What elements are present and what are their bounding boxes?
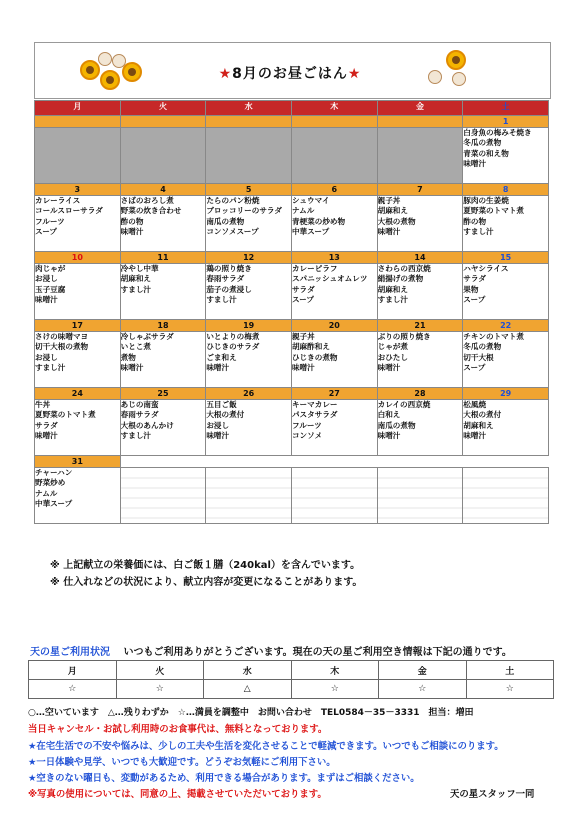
day-menu-cell: [206, 264, 292, 320]
menu-item: キーマカレー: [291, 400, 338, 409]
availability-status: ☆: [379, 680, 467, 699]
day-menu-cell: [377, 196, 463, 252]
day-menu-cell: [291, 128, 377, 184]
day-menu-cell: [291, 332, 377, 388]
day-number: 5: [206, 184, 292, 196]
title-text: 8月のお昼ごはん: [232, 66, 348, 82]
day-number: [291, 116, 377, 128]
day-menu-cell: [120, 400, 206, 456]
menu-item: 味噌汁: [206, 363, 230, 373]
menu-item: 味噌汁: [377, 431, 401, 441]
menu-item: 五目ご飯: [206, 400, 237, 409]
day-menu-cell: [206, 332, 292, 388]
date-row: [35, 388, 549, 400]
day-menu-cell: [35, 400, 121, 456]
menu-item: サラダ: [463, 274, 486, 284]
day-number: 13: [291, 252, 377, 264]
star-icon: ★: [347, 66, 362, 82]
day-menu-cell: [35, 196, 121, 252]
menu-item: フルーツ: [291, 420, 322, 430]
menu-item: 胡麻和え: [120, 274, 152, 284]
menu-item: ぶりの照り焼き: [377, 332, 431, 341]
menu-item: ナムル: [291, 206, 315, 216]
day-menu-cell: [206, 196, 292, 252]
availability-day: 火: [116, 661, 204, 680]
day-number: 11: [120, 252, 206, 264]
menu-item: スープ: [35, 227, 58, 237]
menu-item: 青菜の和え物: [463, 148, 509, 158]
menu-item: 野菜炒め: [35, 478, 66, 488]
day-menu-cell: [291, 264, 377, 320]
menu-item: 味噌汁: [206, 431, 230, 441]
menu-item: フルーツ: [35, 216, 65, 226]
menu-item: いとよりの梅煮: [206, 332, 260, 341]
day-menu-cell: [377, 264, 463, 320]
day-number: 3: [35, 184, 121, 196]
menu-item: 酢の物: [120, 216, 144, 226]
menu-item: 味噌汁: [463, 431, 487, 441]
menu-row: [35, 400, 549, 456]
menu-item: さわらの西京焼: [377, 264, 431, 273]
menu-item: 肉じゃが: [35, 264, 66, 273]
menu-item: じゃが煮: [377, 342, 408, 352]
day-number: 20: [291, 320, 377, 332]
menu-item: すまし汁: [120, 284, 152, 294]
date-row: [35, 456, 549, 468]
day-number: 10: [35, 252, 121, 264]
menu-item: 親子丼: [291, 332, 315, 341]
availability-status: ☆: [116, 680, 204, 699]
weekday-header: 火: [120, 101, 206, 116]
availability-day: 月: [29, 661, 117, 680]
day-menu-cell: [35, 468, 121, 524]
menu-item: 胡麻和え: [377, 284, 408, 294]
availability-day: 木: [291, 661, 379, 680]
menu-item: ハヤシライス: [463, 264, 509, 273]
menu-item: 味噌汁: [463, 159, 487, 169]
menu-item: 野菜の炊き合わせ: [120, 206, 182, 216]
menu-item: 冷やし中華: [120, 264, 159, 273]
menu-item: 鶏の照り焼き: [206, 264, 252, 273]
day-number: 14: [377, 252, 463, 264]
usage-header: [30, 643, 512, 658]
menu-item: サラダ: [35, 420, 58, 430]
day-number: 31: [35, 456, 121, 468]
menu-row: [35, 332, 549, 388]
menu-item: 大根のあんかけ: [120, 420, 174, 430]
menu-item: 味噌汁: [377, 363, 401, 373]
availability-status-row: [29, 680, 554, 699]
day-number: [463, 456, 549, 468]
day-number: 12: [206, 252, 292, 264]
menu-item: 胡麻酢和え: [291, 342, 330, 352]
menu-item: 味噌汁: [120, 227, 144, 237]
day-number: 7: [377, 184, 463, 196]
menu-item: たらのパン粉焼: [206, 196, 260, 205]
date-row: [35, 320, 549, 332]
menu-item: コールスローサラダ: [35, 206, 103, 216]
menu-item: 果物: [463, 284, 479, 294]
menu-item: 茄子の煮浸し: [206, 284, 252, 294]
day-menu-cell: [120, 264, 206, 320]
menu-item: スープ: [463, 363, 486, 373]
day-number: 18: [120, 320, 206, 332]
day-number: 24: [35, 388, 121, 400]
availability-table: [28, 660, 554, 699]
day-menu-cell: [206, 128, 292, 184]
availability-days-row: [29, 661, 554, 680]
menu-item: すまし汁: [35, 363, 66, 373]
menu-item: 大根の煮付: [463, 410, 502, 420]
menu-item: おひたし: [377, 352, 408, 362]
menu-item: カレーライス: [35, 196, 81, 205]
day-number: [377, 116, 463, 128]
weekday-header: 土: [463, 101, 549, 116]
day-menu-cell: [377, 332, 463, 388]
menu-item: さばのおろし煮: [120, 196, 174, 205]
menu-item: サラダ: [291, 284, 315, 294]
menu-row: [35, 196, 549, 252]
menu-item: あじの南蛮: [120, 400, 159, 409]
menu-item: 味噌汁: [377, 227, 401, 237]
menu-item: 春雨サラダ: [206, 274, 245, 284]
notes: [50, 557, 362, 591]
day-number: 8: [463, 184, 549, 196]
menu-item: 牛丼: [35, 400, 51, 409]
note-line: ※ 上記献立の栄養価には、白ご飯１膳（240kal）を含んでいます。: [50, 560, 361, 571]
menu-item: すまし汁: [120, 431, 152, 441]
menu-row: [35, 468, 549, 524]
day-menu-cell: [463, 332, 549, 388]
menu-item: すまし汁: [463, 227, 494, 237]
day-menu-cell: [377, 468, 463, 524]
menu-item: 絹揚げの煮物: [377, 274, 424, 284]
notice-consult: ★在宅生活での不安や悩みは、少しの工夫や生活を変化させることで軽減できます。いつでもご相談にのります。: [28, 741, 504, 752]
menu-item: 胡麻和え: [463, 420, 494, 430]
menu-item: 酢の物: [463, 216, 487, 226]
day-menu-cell: [463, 128, 549, 184]
availability-status: △: [204, 680, 292, 699]
menu-item: 味噌汁: [35, 295, 58, 305]
menu-item: 夏野菜のトマト煮: [463, 206, 525, 216]
menu-item: ごま和え: [206, 352, 237, 362]
day-menu-cell: [120, 468, 206, 524]
day-number: 29: [463, 388, 549, 400]
day-number: 15: [463, 252, 549, 264]
menu-item: 冬瓜の煮物: [463, 342, 502, 352]
day-number: [206, 456, 292, 468]
weekday-header: 金: [377, 101, 463, 116]
menu-item: お浸し: [206, 420, 230, 430]
menu-item: 南瓜の煮物: [377, 420, 416, 430]
date-row: [35, 116, 549, 128]
menu-row: [35, 264, 549, 320]
menu-item: ひじきの煮物: [291, 352, 338, 362]
legend-contact: ○…空いています △…残りわずか ☆…満員を調整中 お問い合わせ TEL0584－35－3331 担当：増田: [28, 708, 474, 718]
menu-item: 松風焼: [463, 400, 487, 409]
notice-availability: ★空きのない曜日も、変動があるため、利用できる場合があります。まずはご相談ください。: [28, 773, 420, 784]
menu-item: 中華スープ: [35, 499, 73, 509]
day-menu-cell: [206, 400, 292, 456]
signature: 天の星スタッフ一同: [450, 789, 535, 800]
day-number: 4: [120, 184, 206, 196]
day-number: 25: [120, 388, 206, 400]
menu-item: 親子丼: [377, 196, 401, 205]
availability-status: ☆: [466, 680, 554, 699]
day-menu-cell: [120, 196, 206, 252]
menu-item: 青梗菜の炒め物: [291, 216, 346, 226]
menu-item: すまし汁: [377, 295, 408, 305]
menu-item: チキンのトマト煮: [463, 332, 524, 341]
menu-item: コンソメスープ: [206, 227, 259, 237]
day-number: 21: [377, 320, 463, 332]
menu-item: 胡麻和え: [377, 206, 408, 216]
weekday-header: 木: [291, 101, 377, 116]
menu-item: スパニッシュオムレツ: [291, 274, 368, 284]
menu-item: 切干大根の煮物: [35, 342, 89, 352]
day-menu-cell: [377, 400, 463, 456]
menu-item: すまし汁: [206, 295, 237, 305]
menu-item: ひじきのサラダ: [206, 342, 260, 352]
menu-item: スープ: [291, 295, 314, 305]
availability-status: ☆: [291, 680, 379, 699]
day-menu-cell: [463, 400, 549, 456]
menu-item: カレイの西京焼: [377, 400, 431, 409]
day-number: [377, 456, 463, 468]
day-number: 26: [206, 388, 292, 400]
menu-item: 中華スープ: [291, 227, 330, 237]
menu-item: 南瓜の煮物: [206, 216, 245, 226]
notice-trial: ★一日体験や見学、いつでも大歓迎です。どうぞお気軽にご利用下さい。: [28, 757, 336, 768]
day-menu-cell: [35, 128, 121, 184]
menu-item: さけの味噌マヨ: [35, 332, 89, 341]
menu-item: いとこ煮: [120, 342, 152, 352]
note-line: ※ 仕入れなどの状況により、献立内容が変更になることがあります。: [50, 577, 363, 588]
menu-item: 味噌汁: [291, 363, 315, 373]
star-icon: ★: [218, 66, 233, 82]
menu-item: ナムル: [35, 488, 58, 498]
menu-item: シュウマイ: [291, 196, 330, 205]
availability-day: 金: [379, 661, 467, 680]
availability-day: 土: [466, 661, 554, 680]
menu-item: 煮物: [120, 352, 136, 362]
weekday-header: 月: [35, 101, 121, 116]
weekday-header: 水: [206, 101, 292, 116]
day-number: 22: [463, 320, 549, 332]
day-number: 28: [377, 388, 463, 400]
day-menu-cell: [291, 468, 377, 524]
menu-item: 大根の煮物: [377, 216, 416, 226]
day-number: [120, 116, 206, 128]
day-number: [35, 116, 121, 128]
menu-item: 冬瓜の煮物: [463, 138, 502, 148]
day-number: 1: [463, 116, 549, 128]
day-menu-cell: [463, 196, 549, 252]
menu-item: スープ: [463, 295, 486, 305]
weekday-header-row: [35, 101, 549, 116]
lunch-calendar: [34, 100, 549, 524]
menu-item: お浸し: [35, 274, 58, 284]
menu-item: お浸し: [35, 352, 58, 362]
day-menu-cell: [35, 264, 121, 320]
menu-item: ブロッコリーのサラダ: [206, 206, 283, 216]
day-number: 19: [206, 320, 292, 332]
day-menu-cell: [291, 196, 377, 252]
day-menu-cell: [463, 264, 549, 320]
day-number: [120, 456, 206, 468]
day-number: [291, 456, 377, 468]
day-number: 27: [291, 388, 377, 400]
day-menu-cell: [206, 468, 292, 524]
menu-item: 春雨サラダ: [120, 410, 159, 420]
menu-item: 夏野菜のトマト煮: [35, 410, 96, 420]
day-number: 6: [291, 184, 377, 196]
availability-day: 水: [204, 661, 292, 680]
day-menu-cell: [120, 128, 206, 184]
menu-item: パスタサラダ: [291, 410, 338, 420]
availability-status: ☆: [29, 680, 117, 699]
menu-item: 白身魚の梅みそ焼き: [463, 128, 532, 137]
menu-item: 白和え: [377, 410, 401, 420]
usage-message: いつもご利用ありがとうございます。現在の天の星ご利用空き情報は下記の通りです。: [123, 647, 512, 658]
date-row: [35, 184, 549, 196]
menu-item: コンソメ: [291, 431, 323, 441]
page-title: [0, 63, 580, 83]
notice-free-meal: 当日キャンセル・お試し利用時のお食事代は、無料となっております。: [28, 724, 328, 735]
menu-item: チャーハン: [35, 468, 73, 477]
usage-label: 天の星ご利用状況: [30, 647, 110, 658]
day-menu-cell: [120, 332, 206, 388]
menu-item: 大根の煮付: [206, 410, 245, 420]
menu-item: 切干大根: [463, 352, 494, 362]
date-row: [35, 252, 549, 264]
menu-item: 味噌汁: [35, 431, 58, 441]
day-menu-cell: [291, 400, 377, 456]
menu-item: 味噌汁: [120, 363, 144, 373]
menu-row: [35, 128, 549, 184]
menu-item: カレーピラフ: [291, 264, 338, 273]
menu-item: 豚肉の生姜焼: [463, 196, 509, 205]
menu-item: 玉子豆腐: [35, 284, 66, 294]
day-menu-cell: [35, 332, 121, 388]
day-menu-cell: [377, 128, 463, 184]
menu-item: 冷しゃぶサラダ: [120, 332, 174, 341]
day-number: 17: [35, 320, 121, 332]
day-number: [206, 116, 292, 128]
day-menu-cell: [463, 468, 549, 524]
notice-photo: ※写真の使用については、同意の上、掲載させていただいております。: [28, 789, 327, 800]
